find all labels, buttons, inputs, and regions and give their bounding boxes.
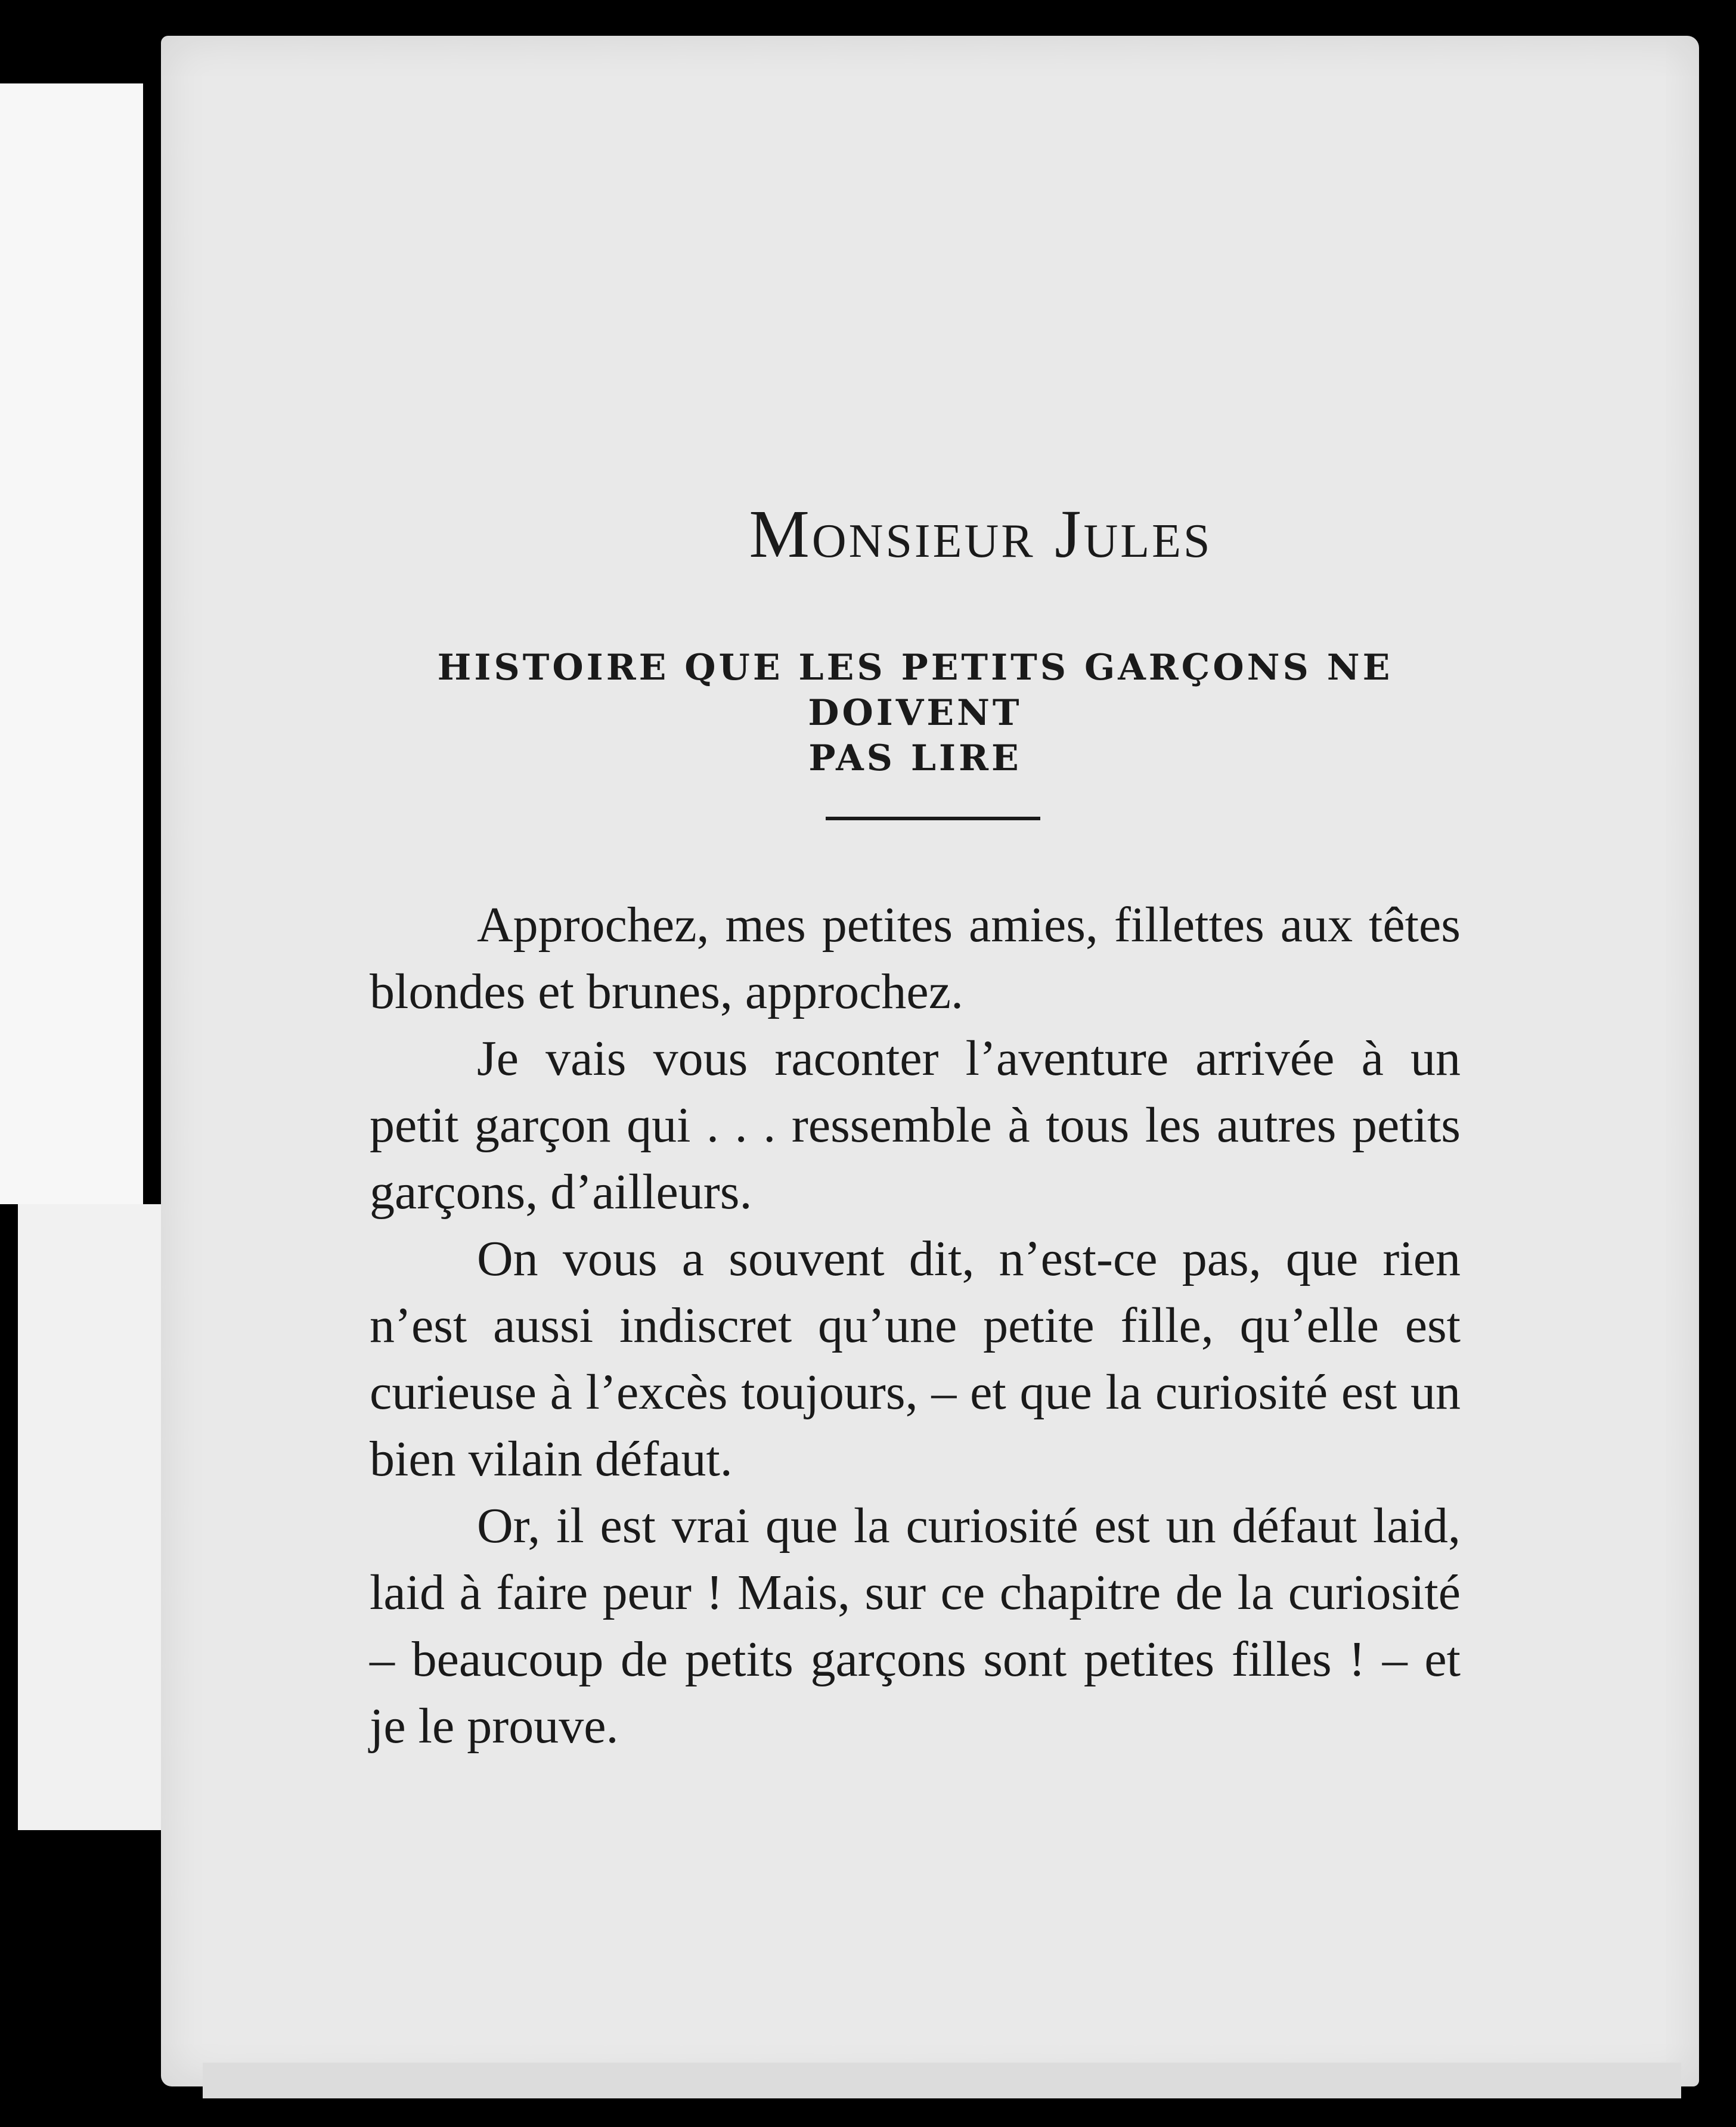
- chapter-title: Monsieur Jules: [749, 496, 1213, 572]
- title-divider: [826, 817, 1040, 820]
- chapter-subtitle-line-2: PAS LIRE: [808, 737, 1022, 779]
- paragraph-2: Je vais vous raconter l’aventure arrivée à un petit garçon qui . . . ressemble à tous les autres petits garçons, d’ailleurs.: [370, 1031, 1461, 1220]
- paragraph-4: Or, il est vrai que la curiosité est un défaut laid, laid à faire peur ! Mais, sur ce chapitre de la curiosité – beaucoup de petits garçons sont petites filles ! – et je le prouve.: [370, 1498, 1461, 1754]
- chapter-subtitle-line-1: HISTOIRE QUE LES PETITS GARÇONS NE DOIVENT: [437, 647, 1393, 734]
- facing-page-edge: [0, 83, 143, 1204]
- paragraph-1: Approchez, mes petites amies, fillettes aux têtes blondes et brunes, approchez.: [370, 897, 1461, 1019]
- page-bottom-edge: [203, 2063, 1681, 2098]
- paragraph-3: On vous a souvent dit, n’est-ce pas, que rien n’est aussi indiscret qu’une petite fille, qu’elle est curieuse à l’excès toujours, – et que la curiosité est un bien vilain défaut.: [370, 1231, 1461, 1487]
- page-content: [370, 495, 1461, 1760]
